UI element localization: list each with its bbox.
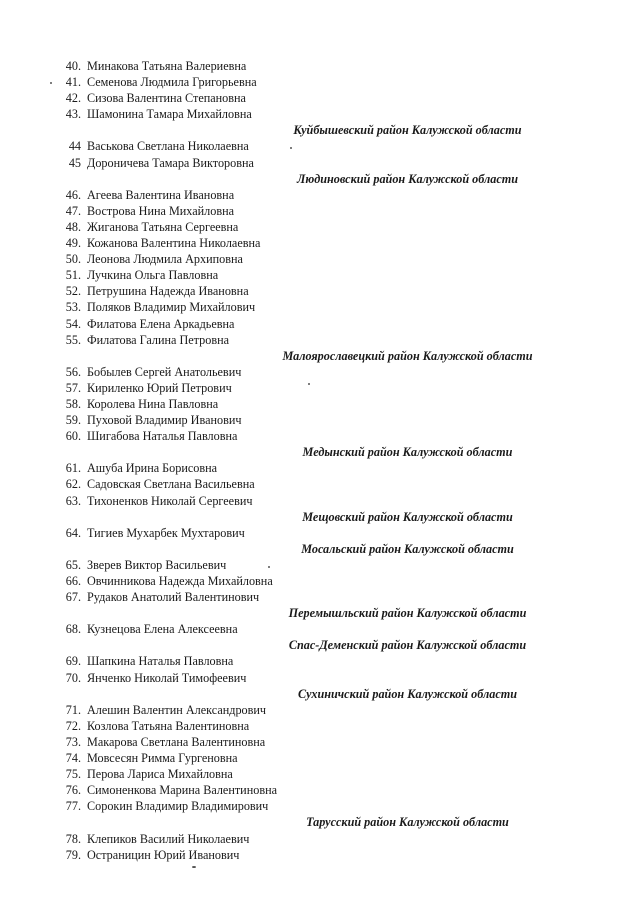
list-item xyxy=(0,557,640,573)
person-name: Кузнецова Елена Алексеевна xyxy=(87,622,238,637)
list-item xyxy=(0,364,640,380)
district-heading xyxy=(0,637,640,653)
item-number: 44 xyxy=(68,139,81,154)
person-name: Садовская Светлана Васильевна xyxy=(87,477,255,492)
list-item xyxy=(0,58,640,74)
person-name: Васькова Светлана Николаевна xyxy=(87,139,249,154)
item-number: 40. xyxy=(65,59,81,73)
item-number: 76. xyxy=(65,783,81,798)
person-name: Мовсесян Римма Гургеновна xyxy=(87,751,238,766)
list-item xyxy=(0,847,640,863)
district-heading xyxy=(0,814,640,830)
list-item xyxy=(0,138,640,154)
person-name: Клепиков Василий Николаевич xyxy=(87,831,250,846)
person-name: Перова Лариса Михайловна xyxy=(87,767,233,782)
list-item xyxy=(0,219,640,235)
person-name: Лучкина Ольга Павловна xyxy=(87,268,219,283)
item-number: 47. xyxy=(65,203,81,218)
scan-speck xyxy=(290,147,292,149)
person-name: Вострова Нина Михайловна xyxy=(87,203,235,218)
item-number: 48. xyxy=(65,219,81,234)
person-name: Леонова Людмила Архиповна xyxy=(87,252,243,267)
list-item xyxy=(0,412,640,428)
list-item xyxy=(0,251,640,267)
item-number: 50. xyxy=(65,252,81,267)
list-item xyxy=(0,332,640,348)
person-name: Остраницин Юрий Иванович xyxy=(87,847,240,862)
list-item xyxy=(0,589,640,605)
item-number: 61. xyxy=(65,461,81,476)
scan-speck xyxy=(192,866,196,868)
district-heading xyxy=(0,605,640,621)
person-name: Янченко Николай Тимофеевич xyxy=(87,670,247,685)
district-heading xyxy=(0,444,640,460)
person-name: Козлова Татьяна Валентиновна xyxy=(87,718,250,733)
person-name: Шамонина Тамара Михайловна xyxy=(87,107,252,122)
item-number: 69. xyxy=(65,654,81,669)
person-name: Зверев Виктор Васильевич xyxy=(87,557,227,572)
person-name: Тигиев Мухарбек Мухтарович xyxy=(87,525,245,540)
person-name: Минакова Татьяна Валериевна xyxy=(87,59,247,73)
person-name: Ашуба Ирина Борисовна xyxy=(87,461,218,476)
person-name: Пуховой Владимир Иванович xyxy=(87,413,242,428)
list-item xyxy=(0,380,640,396)
list-item xyxy=(0,299,640,315)
item-number: 56. xyxy=(65,364,81,379)
item-number: 67. xyxy=(65,590,81,605)
person-name: Бобылев Сергей Анатольевич xyxy=(87,364,242,379)
person-name: Агеева Валентина Ивановна xyxy=(87,187,235,202)
list-item xyxy=(0,493,640,509)
item-number: 68. xyxy=(65,622,81,637)
item-number: 51. xyxy=(65,268,81,283)
person-name: Королева Нина Павловна xyxy=(87,396,219,411)
item-number: 41. xyxy=(65,75,81,90)
list-item xyxy=(0,782,640,798)
item-number: 55. xyxy=(65,332,81,347)
list-item xyxy=(0,476,640,492)
district-title: Спас-Деменский район Калужской области xyxy=(288,638,527,653)
item-number: 43. xyxy=(65,107,81,122)
item-number: 74. xyxy=(65,751,81,766)
item-number: 71. xyxy=(65,702,81,717)
list-item xyxy=(0,798,640,814)
item-number: 73. xyxy=(65,734,81,749)
person-name: Макарова Светлана Валентиновна xyxy=(87,734,266,749)
list-item xyxy=(0,653,640,669)
district-heading xyxy=(0,348,640,364)
district-heading xyxy=(0,541,640,557)
scan-speck xyxy=(50,82,52,84)
item-number: 59. xyxy=(65,413,81,428)
list-item xyxy=(0,203,640,219)
item-number: 79. xyxy=(65,847,81,862)
list-item xyxy=(0,525,640,541)
person-name: Тихоненков Николай Сергеевич xyxy=(87,493,253,508)
name-list xyxy=(0,58,640,863)
item-number: 70. xyxy=(65,670,81,685)
item-number: 72. xyxy=(65,718,81,733)
district-title: Медынский район Калужской области xyxy=(302,445,513,460)
item-number: 54. xyxy=(65,316,81,331)
district-title: Тарусский район Калужской области xyxy=(306,815,509,830)
person-name: Шигабова Наталья Павловна xyxy=(87,429,238,444)
list-item xyxy=(0,573,640,589)
district-title: Мещовский район Калужской области xyxy=(302,509,513,524)
list-item xyxy=(0,187,640,203)
list-item xyxy=(0,235,640,251)
item-number: 66. xyxy=(65,574,81,588)
list-item xyxy=(0,766,640,782)
person-name: Дороничева Тамара Викторовна xyxy=(87,155,254,170)
person-name: Симоненкова Марина Валентиновна xyxy=(87,783,278,798)
district-heading xyxy=(0,509,640,525)
list-item xyxy=(0,90,640,106)
item-number: 52. xyxy=(65,284,81,299)
person-name: Алешин Валентин Александрович xyxy=(87,702,267,717)
district-title: Мосальский район Калужской области xyxy=(301,541,514,556)
list-item xyxy=(0,670,640,686)
item-number: 58. xyxy=(65,396,81,411)
list-item xyxy=(0,831,640,847)
person-name: Рудаков Анатолий Валентинович xyxy=(87,590,260,605)
person-name: Филатова Елена Аркадьевна xyxy=(87,316,235,331)
item-number: 42. xyxy=(65,91,81,106)
person-name: Овчинникова Надежда Михайловна xyxy=(87,574,273,588)
person-name: Филатова Галина Петровна xyxy=(87,332,230,347)
list-item xyxy=(0,155,640,171)
district-title: Сухиничский район Калужской области xyxy=(297,686,518,701)
person-name: Петрушина Надежда Ивановна xyxy=(87,284,249,299)
item-number: 63. xyxy=(65,493,81,508)
item-number: 46. xyxy=(65,187,81,202)
item-number: 53. xyxy=(65,300,81,315)
item-number: 49. xyxy=(65,236,81,251)
item-number: 57. xyxy=(65,380,81,395)
item-number: 64. xyxy=(65,525,81,540)
district-heading xyxy=(0,122,640,138)
list-item xyxy=(0,316,640,332)
scan-speck xyxy=(268,566,270,568)
district-title: Куйбышевский район Калужской области xyxy=(293,123,522,138)
item-number: 65. xyxy=(65,557,81,572)
item-number: 77. xyxy=(65,799,81,814)
list-item xyxy=(0,396,640,412)
person-name: Семенова Людмила Григорьевна xyxy=(87,75,257,90)
item-number: 78. xyxy=(65,831,81,846)
district-title: Людиновский район Калужской области xyxy=(296,171,519,186)
scan-speck xyxy=(308,383,310,385)
list-item xyxy=(0,460,640,476)
person-name: Поляков Владимир Михайлович xyxy=(87,300,256,315)
district-heading xyxy=(0,686,640,702)
district-title: Малоярославецкий район Калужской области xyxy=(282,348,533,363)
list-item xyxy=(0,702,640,718)
item-number: 45 xyxy=(68,155,81,170)
person-name: Сорокин Владимир Владимирович xyxy=(87,799,269,814)
list-item xyxy=(0,267,640,283)
list-item xyxy=(0,106,640,122)
item-number: 75. xyxy=(65,767,81,782)
person-name: Кожанова Валентина Николаевна xyxy=(87,236,261,251)
item-number: 60. xyxy=(65,429,81,444)
list-item xyxy=(0,74,640,90)
person-name: Шапкина Наталья Павловна xyxy=(87,654,234,669)
district-heading xyxy=(0,171,640,187)
list-item xyxy=(0,283,640,299)
list-item xyxy=(0,428,640,444)
person-name: Жиганова Татьяна Сергеевна xyxy=(87,219,239,234)
person-name: Сизова Валентина Степановна xyxy=(87,91,246,106)
list-item xyxy=(0,734,640,750)
list-item xyxy=(0,718,640,734)
person-name: Кириленко Юрий Петрович xyxy=(87,380,232,395)
item-number: 62. xyxy=(65,477,81,492)
district-title: Перемышльский район Калужской области xyxy=(288,606,527,621)
list-item xyxy=(0,750,640,766)
list-item xyxy=(0,621,640,637)
